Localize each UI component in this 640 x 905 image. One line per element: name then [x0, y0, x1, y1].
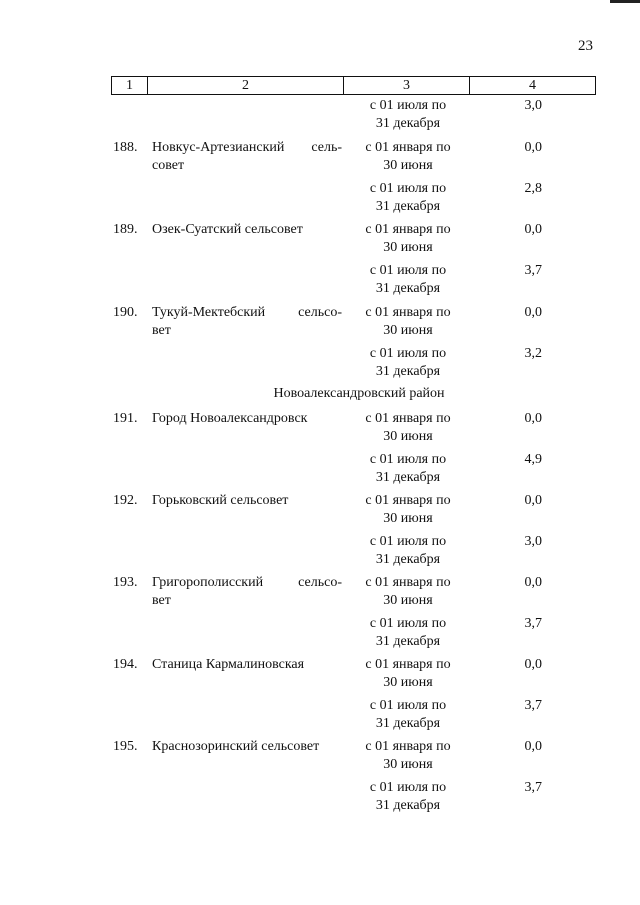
value-first-half: 0,0 [524, 493, 542, 508]
name-line: Григорополисский сельсо- [152, 575, 342, 590]
period-line: 30 июня [383, 674, 433, 690]
period-line: 31 декабря [375, 551, 441, 567]
column-header-1: 1 [112, 77, 148, 95]
period-second-half [348, 180, 468, 215]
municipality-name [152, 410, 342, 428]
municipality-name [152, 492, 342, 510]
period-line: 31 декабря [375, 363, 441, 379]
corner-mark [610, 0, 640, 3]
period-line: с 01 января по [365, 305, 451, 320]
municipality-name [152, 304, 342, 339]
row-number: 191. [113, 411, 138, 426]
period-line: 31 декабря [375, 797, 441, 813]
municipality-name [152, 656, 342, 674]
period-line: с 01 июля по [369, 181, 447, 196]
value-second-half: 3,7 [524, 263, 542, 278]
municipality-name [152, 574, 342, 609]
value-first-half: 0,0 [524, 222, 542, 237]
period-line: 31 декабря [375, 469, 441, 485]
period-second-half [348, 697, 468, 732]
period-line: 30 июня [383, 510, 433, 526]
period-line: с 01 января по [365, 739, 451, 754]
period-first-half [348, 221, 468, 256]
period-second-half [348, 615, 468, 650]
name-line: Озек-Суатский сельсовет [152, 222, 303, 237]
period-line: с 01 июля по [369, 263, 447, 278]
row-number: 189. [113, 222, 138, 237]
period-line: с 01 июля по [369, 780, 447, 795]
column-header-row [112, 77, 596, 95]
period-first-half [348, 492, 468, 527]
period-second-half [348, 779, 468, 814]
name-line: Тукуй-Мектебский сельсо- [152, 305, 342, 320]
period-line: с 01 июля по [369, 346, 447, 361]
period-first-half [348, 304, 468, 339]
value-second-half: 4,9 [524, 452, 542, 467]
name-line: Горьковский сельсовет [152, 493, 289, 508]
period-line: с 01 июля по [369, 616, 447, 631]
value-second-half: 3,7 [524, 780, 542, 795]
row-number: 195. [113, 739, 138, 754]
value-second-half: 3,2 [524, 346, 542, 361]
period-line: с 01 января по [365, 575, 451, 590]
row-number: 190. [113, 305, 138, 320]
row-number: 192. [113, 493, 138, 508]
name-line: Город Новоалександровск [152, 411, 308, 426]
value-second-half: 2,8 [524, 181, 542, 196]
period-line: с 01 июля по [369, 534, 447, 549]
municipality-name [152, 139, 342, 174]
period-line: с 01 января по [365, 493, 451, 508]
name-line: Станица Кармалиновская [152, 657, 305, 672]
period-line: с 01 января по [365, 140, 451, 155]
period-line: 30 июня [383, 428, 433, 444]
period-line: 31 декабря [375, 633, 441, 649]
value-first-half: 0,0 [524, 657, 542, 672]
period-line: 30 июня [383, 239, 433, 255]
value-second-half: 3,7 [524, 616, 542, 631]
carryover-period [348, 97, 468, 132]
period-first-half [348, 139, 468, 174]
column-header-2: 2 [148, 77, 344, 95]
municipality-name [152, 221, 342, 239]
period-line: с 01 января по [365, 657, 451, 672]
row-number: 193. [113, 575, 138, 590]
value-first-half: 0,0 [524, 411, 542, 426]
value-second-half: 3,0 [524, 534, 542, 549]
period-second-half [348, 451, 468, 486]
period-line: с 01 июля по [369, 98, 447, 113]
period-line: 31 декабря [375, 715, 441, 731]
district-heading: Новоалександровский район [273, 386, 445, 401]
period-first-half [348, 656, 468, 691]
period-first-half [348, 410, 468, 445]
column-header-3: 3 [344, 77, 470, 95]
period-line: 31 декабря [375, 198, 441, 214]
period-second-half [348, 533, 468, 568]
row-number: 188. [113, 140, 138, 155]
period-line: 30 июня [383, 157, 433, 173]
period-line: 30 июня [383, 592, 433, 608]
value-first-half: 0,0 [524, 305, 542, 320]
period-first-half [348, 738, 468, 773]
value-first-half: 0,0 [524, 739, 542, 754]
value-first-half: 0,0 [524, 575, 542, 590]
period-line: с 01 января по [365, 222, 451, 237]
period-line: 30 июня [383, 756, 433, 772]
name-line: Новкус-Артезианский сель- [152, 140, 342, 155]
row-number: 194. [113, 657, 138, 672]
period-first-half [348, 574, 468, 609]
municipality-name [152, 738, 342, 756]
period-line: с 01 июля по [369, 452, 447, 467]
name-line: совет [152, 157, 185, 173]
period-line: 30 июня [383, 322, 433, 338]
value-first-half: 0,0 [524, 140, 542, 155]
period-second-half [348, 345, 468, 380]
carryover-value: 3,0 [524, 98, 542, 113]
period-second-half [348, 262, 468, 297]
name-line: вет [152, 322, 171, 338]
name-line: Краснозоринский сельсовет [152, 739, 320, 754]
page-number: 23 [578, 38, 593, 54]
value-second-half: 3,7 [524, 698, 542, 713]
period-line: с 01 июля по [369, 698, 447, 713]
period-line: с 01 января по [365, 411, 451, 426]
period-line: 31 декабря [375, 280, 441, 296]
column-header-4: 4 [470, 77, 596, 95]
name-line: вет [152, 592, 171, 608]
period-line: 31 декабря [375, 115, 441, 131]
column-header-table [111, 76, 596, 95]
